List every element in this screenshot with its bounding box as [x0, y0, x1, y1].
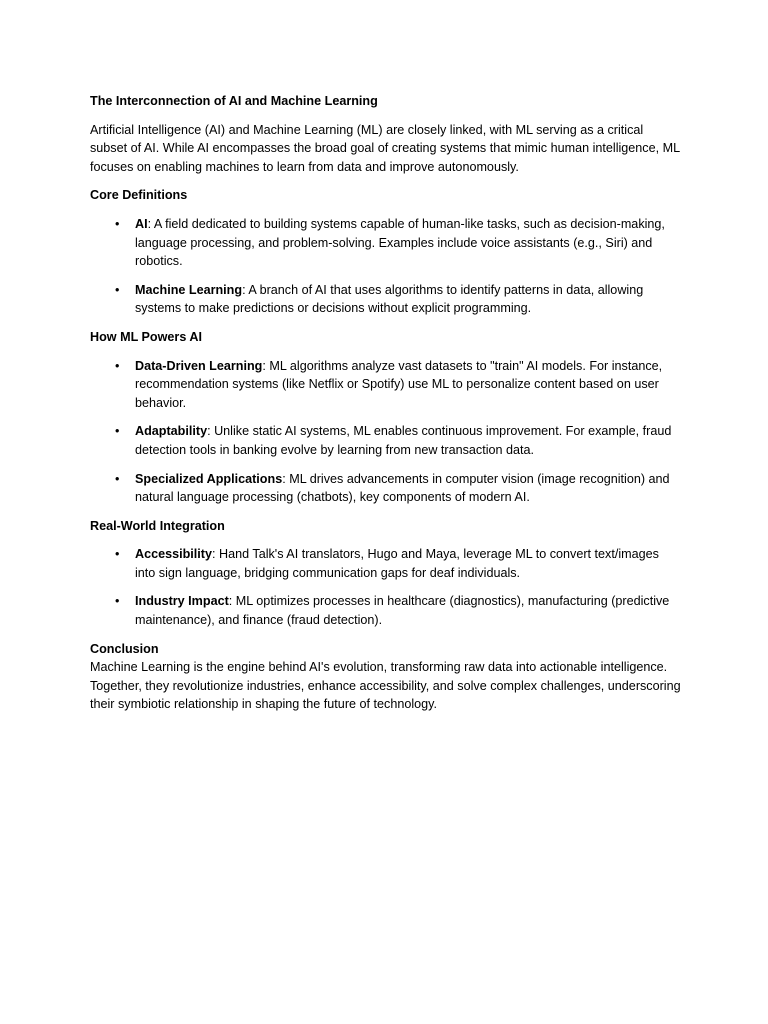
bullet-icon: • — [115, 216, 120, 231]
section-heading-real-world-integration: Real-World Integration — [90, 518, 225, 533]
list-item — [90, 545, 682, 582]
list-item-text: : ML optimizes processes in healthcare (diagnostics), manufacturing (predictive maintenance), and finance (fraud detection). — [135, 594, 670, 628]
real-world-integration-list — [90, 545, 682, 629]
list-item — [90, 281, 682, 318]
conclusion-paragraph: Machine Learning is the engine behind AI's evolution, transforming raw data into actionable intelligence. Together, they revolutionize industries, enhance accessibility, and solve complex challenges, underscoring their symbiotic relationship in shaping the future of technology. — [90, 660, 681, 712]
list-item-text: : ML algorithms analyze vast datasets to "train" AI models. For instance, recommendation systems (like Netflix or Spotify) use ML to personalize content based on user behavior. — [135, 358, 663, 410]
core-definitions-list — [90, 215, 682, 318]
list-item-text: : A branch of AI that uses algorithms to identify patterns in data, allowing systems to make predictions or decisions without explicit programming. — [135, 282, 644, 316]
list-item-text: : ML drives advancements in computer vision (image recognition) and natural language processing (chatbots), key components of modern AI. — [135, 471, 670, 505]
list-item — [90, 357, 682, 413]
intro-paragraph: Artificial Intelligence (AI) and Machine Learning (ML) are closely linked, with ML serving as a critical subset of AI. While AI encompasses the broad goal of creating systems that mimic human intelligence, ML focuses on enabling machines to learn from data and improve autonomously. — [90, 122, 680, 174]
bullet-icon: • — [115, 471, 120, 486]
list-item-text: : Hand Talk's AI translators, Hugo and Maya, leverage ML to convert text/images into sign language, bridging communication gaps for deaf individuals. — [135, 547, 659, 580]
conclusion-heading: Conclusion — [90, 641, 159, 656]
bullet-icon: • — [115, 547, 120, 562]
bullet-icon: • — [115, 282, 120, 297]
list-item-term: AI — [135, 216, 148, 231]
list-item-term: Specialized Applications — [135, 471, 283, 486]
bullet-icon: • — [115, 424, 120, 439]
document-title: The Interconnection of AI and Machine Learning — [90, 94, 378, 108]
list-item — [90, 592, 682, 629]
bullet-icon: • — [115, 358, 120, 373]
list-item-term: Machine Learning — [135, 282, 243, 297]
list-item — [90, 422, 682, 459]
section-heading-core-definitions: Core Definitions — [90, 188, 188, 203]
list-item-term: Accessibility — [135, 547, 213, 562]
list-item-term: Data-Driven Learning — [135, 358, 263, 373]
list-item-text: : Unlike static AI systems, ML enables continuous improvement. For example, fraud detection tools in banking evolve by learning from new transaction data. — [135, 424, 672, 457]
list-item-term: Adaptability — [135, 424, 208, 439]
document-body — [90, 92, 682, 724]
how-ml-powers-ai-list — [90, 357, 682, 507]
list-item-term: Industry Impact — [135, 594, 229, 609]
section-heading-how-ml-powers-ai: How ML Powers AI — [90, 329, 202, 344]
list-item — [90, 215, 682, 271]
list-item — [90, 470, 682, 507]
bullet-icon: • — [115, 594, 120, 609]
list-item-text: : A field dedicated to building systems capable of human-like tasks, such as decision-making, language processing, and problem-solving. Examples include voice assistants (e.g., Siri) and robotics. — [135, 216, 665, 269]
